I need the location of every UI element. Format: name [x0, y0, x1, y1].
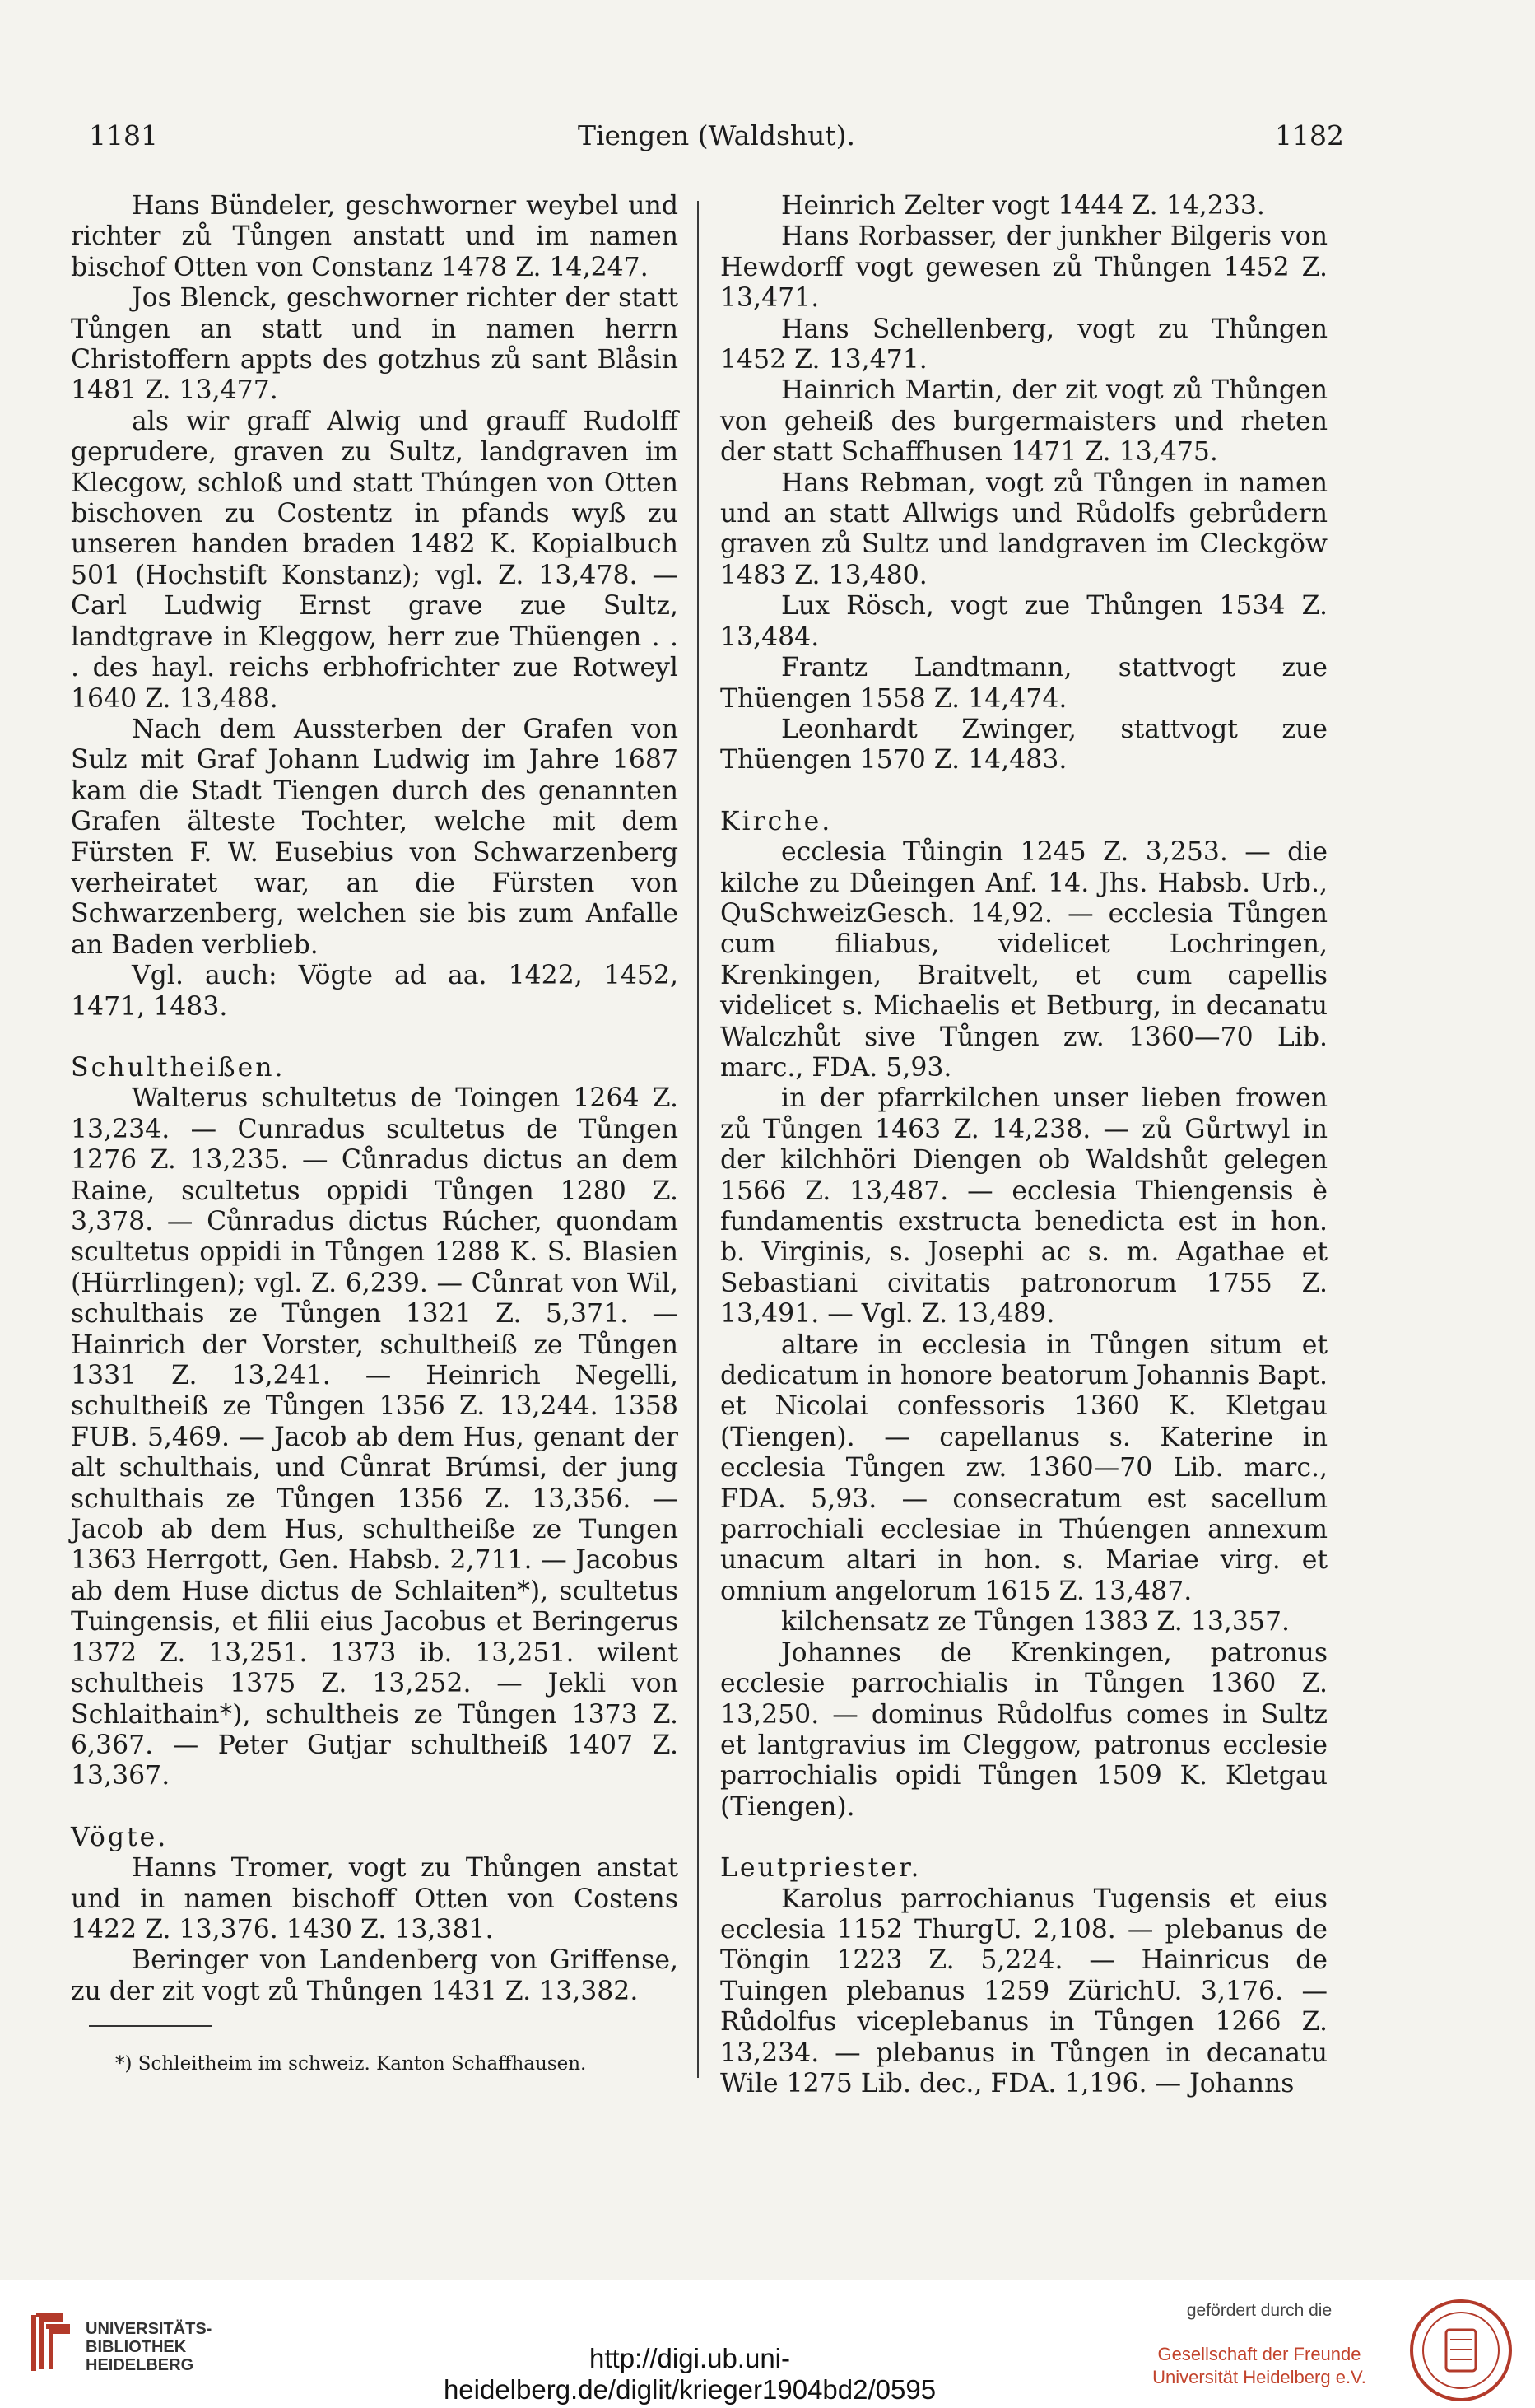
ub-heidelberg-logo-icon[interactable]	[28, 2312, 72, 2374]
page-number-right: 1182	[1275, 119, 1344, 151]
section-heading-schultheissen: Schultheißen.	[71, 1052, 286, 1083]
paragraph: Hans Rorbasser, der junkher Bilgeris von Hewdorff vogt gewesen zů Thůngen 1452 Z. 13,471.	[720, 221, 1328, 314]
paragraph: Walterus schultetus de Toingen 1264 Z. 13,234. — Cunradus scultetus de Tůngen 1276 Z. 13,235. — Cůnradus dictus an dem Raine, scultetus oppidi Tůngen 1280 Z. 3,378. — Cůnradus dictus Rúcher, quondam scultetus oppidi in Tůngen 1288 K. S. Blasien (Hürrlingen); vgl. Z. 6,239. — Cůnrat von Wil, schulthais ze Tůngen 1321 Z. 5,371. — Hainrich der Vorster, schultheiß ze Tůngen 1331 Z. 13,241. — Heinrich Negelli, schultheiß ze Tůngen 1356 Z. 13,244. 1358 FUB. 5,469. — Jacob ab dem Hus, genant der alt schulthais, und Cůnrat Brúmsi, der jung schulthais ze Tůngen 1356 Z. 13,356. — Jacob ab dem Hus, schultheiße ze Tungen 1363 Herrgott, Gen. Habsb. 2,711. — Jacobus ab dem Huse dictus de Schlaiten*), scultetus Tuingensis, et filii eius Jacobus et Beringerus 1372 Z. 13,251. 1373 ib. 13,251. wilent schultheis 1375 Z. 13,252. — Jekli von Schlaithain*), schultheis ze Tůngen 1373 Z. 6,367. — Peter Gutjar schultheiß 1407 Z. 13,367.	[71, 1083, 678, 1791]
paragraph: kilchensatz ze Tůngen 1383 Z. 13,357.	[781, 1607, 1291, 1637]
paragraph: ecclesia Tůingin 1245 Z. 3,253. — die kilche zu Důeingen Anf. 14. Jhs. Habsb. Urb., QuSchweizGesch. 14,92. — ecclesia Tůngen cum filiabus, videlicet Lochringen, Krenkingen, Braitvelt, et cum capellis videlicet s. Michaelis et Betburg, in decanatu Walczhůt sive Tůngen zw. 1360—70 Lib. marc., FDA. 5,93.	[720, 837, 1328, 1083]
paragraph: Heinrich Zelter vogt 1444 Z. 14,233.	[781, 191, 1265, 221]
section-heading-leutpriester: Leutpriester.	[720, 1853, 922, 1884]
footnote: *) Schleitheim im schweiz. Kanton Schaffhausen.	[115, 2053, 587, 2075]
paragraph: Nach dem Aussterben der Grafen von Sulz mit Graf Johann Ludwig im Jahre 1687 kam die Stadt Tiengen durch des genannten Grafen älteste Tochter, welche mit dem Fürsten F. W. Eusebius von Schwarzenberg verheiratet war, an die Fürsten von Schwarzenberg, welchen sie bis zum Anfalle an Baden verblieb.	[71, 714, 678, 960]
paragraph: in der pfarrkilchen unser lieben frowen zů Tůngen 1463 Z. 14,238. — zů Gůrtwyl in der kilchhöri Diengen ob Waldshůt gelegen 1566 Z. 13,487. — ecclesia Thiengensis è fundamentis exstructa benedicta est in hon. b. Virginis, s. Josephi ac s. m. Agathae et Sebastiani civitatis patronorum 1755 Z. 13,491. — Vgl. Z. 13,489.	[720, 1083, 1328, 1330]
paragraph: Hans Bündeler, geschworner weybel und richter zů Tůngen anstatt und im namen bischof Otten von Constanz 1478 Z. 14,247.	[71, 191, 678, 282]
right-column	[720, 191, 1328, 2099]
library-name-line: HEIDELBERG	[86, 2356, 194, 2374]
page-number-left: 1181	[89, 119, 158, 151]
paragraph: Hainrich Martin, der zit vogt zů Thůngen von geheiß des burgermaisters und rheten der statt Schaffhusen 1471 Z. 13,475.	[720, 375, 1328, 468]
paragraph: altare in ecclesia in Tůngen situm et dedicatum in honore beatorum Johannis Bapt. et Nicolai confessoris 1360 K. Kletgau (Tiengen). — capellanus s. Katerine in ecclesia Tůngen zw. 1360—70 Lib. marc., FDA. 5,93. — consecratum est sacellum parrochiali ecclesiae in Thúengen annexum unacum altari in hon. s. Mariae virg. et omnium angelorum 1615 Z. 13,487.	[720, 1330, 1328, 1606]
running-title: Tiengen (Waldshut).	[577, 119, 856, 151]
section-heading-voegte: Vögte.	[71, 1822, 169, 1852]
paragraph: Hans Rebman, vogt zů Tůngen in namen und an statt Allwigs und Růdolfs gebrůdern graven zů Sultz und landgraven im Cleckgöw 1483 Z. 13,480.	[720, 468, 1328, 590]
paragraph: Hans Schellenberg, vogt zu Thůngen 1452 Z. 13,471.	[720, 314, 1328, 375]
library-name[interactable]	[86, 2320, 212, 2374]
library-name-line: UNIVERSITÄTS-	[86, 2320, 212, 2338]
university-seal-icon[interactable]	[1409, 2299, 1513, 2402]
viewer-footer	[0, 2280, 1535, 2408]
library-name-line: BIBLIOTHEK	[86, 2338, 187, 2356]
sponsor-block[interactable]	[1136, 2299, 1383, 2389]
sponsor-caption: gefördert durch die	[1186, 2301, 1333, 2320]
left-column	[71, 191, 678, 2007]
paragraph: Frantz Landtmann, stattvogt zue Thüengen 1558 Z. 14,474.	[720, 653, 1328, 714]
paragraph: Karolus parrochianus Tugensis et eius ecclesia 1152 ThurgU. 2,108. — plebanus de Töngin 1223 Z. 5,224. — Hainricus de Tuingen plebanus 1259 ZürichU. 3,176. — Růdolfus viceplebanus in Tůngen 1266 Z. 13,234. — plebanus in Tůngen in decanatu Wile 1275 Lib. dec., FDA. 1,196. — Johanns	[720, 1884, 1328, 2098]
paragraph: als wir graff Alwig und grauff Rudolff geprudere, graven zu Sultz, landgraven im Klecgow, schloß und statt Thúngen von Otten bischoven zu Costentz in pfands wyß zu unseren handen braden 1482 K. Kopialbuch 501 (Hochstift Konstanz); vgl. Z. 13,478. — Carl Ludwig Ernst grave zue Sultz, landtgrave in Kleggow, herr zue Thüengen . . . des hayl. reichs erbhofrichter zue Rotweyl 1640 Z. 13,488.	[71, 406, 678, 714]
paragraph: Beringer von Landenberg von Griffense, zu der zit vogt zů Thůngen 1431 Z. 13,382.	[71, 1945, 678, 2006]
column-divider	[697, 201, 699, 2078]
section-heading-kirche: Kirche.	[720, 806, 833, 836]
sponsor-name	[1136, 2343, 1383, 2389]
paragraph: Vgl. auch: Vögte ad aa. 1422, 1452, 1471, 1483.	[71, 961, 678, 1022]
page-header	[89, 115, 1344, 156]
sponsor-name-line: Universität Heidelberg e.V.	[1152, 2367, 1366, 2387]
footnote-rule	[89, 2025, 212, 2027]
permalink-url[interactable]: http://digi.ub.uni-heidelberg.de/diglit/krieger1904bd2/0595	[443, 2343, 937, 2405]
paragraph: Jos Blenck, geschworner richter der statt Tůngen an statt und in namen herrn Christoffern appts des gotzhus zů sant Blåsin 1481 Z. 13,477.	[71, 283, 678, 406]
paragraph: Lux Rösch, vogt zue Thůngen 1534 Z. 13,484.	[720, 591, 1328, 652]
paragraph: Johannes de Krenkingen, patronus ecclesie parrochialis in Tůngen 1360 Z. 13,250. — dominus Růdolfus comes in Sultz et lantgravius im Cleggow, patronus ecclesie parrochialis opidi Tůngen 1509 K. Kletgau (Tiengen).	[720, 1637, 1328, 1822]
paragraph: Leonhardt Zwinger, stattvogt zue Thüengen 1570 Z. 14,483.	[720, 714, 1328, 775]
paragraph: Hanns Tromer, vogt zu Thůngen anstat und in namen bischoff Otten von Costens 1422 Z. 13,376. 1430 Z. 13,381.	[71, 1853, 678, 1945]
sponsor-name-line: Gesellschaft der Freunde	[1157, 2344, 1361, 2364]
